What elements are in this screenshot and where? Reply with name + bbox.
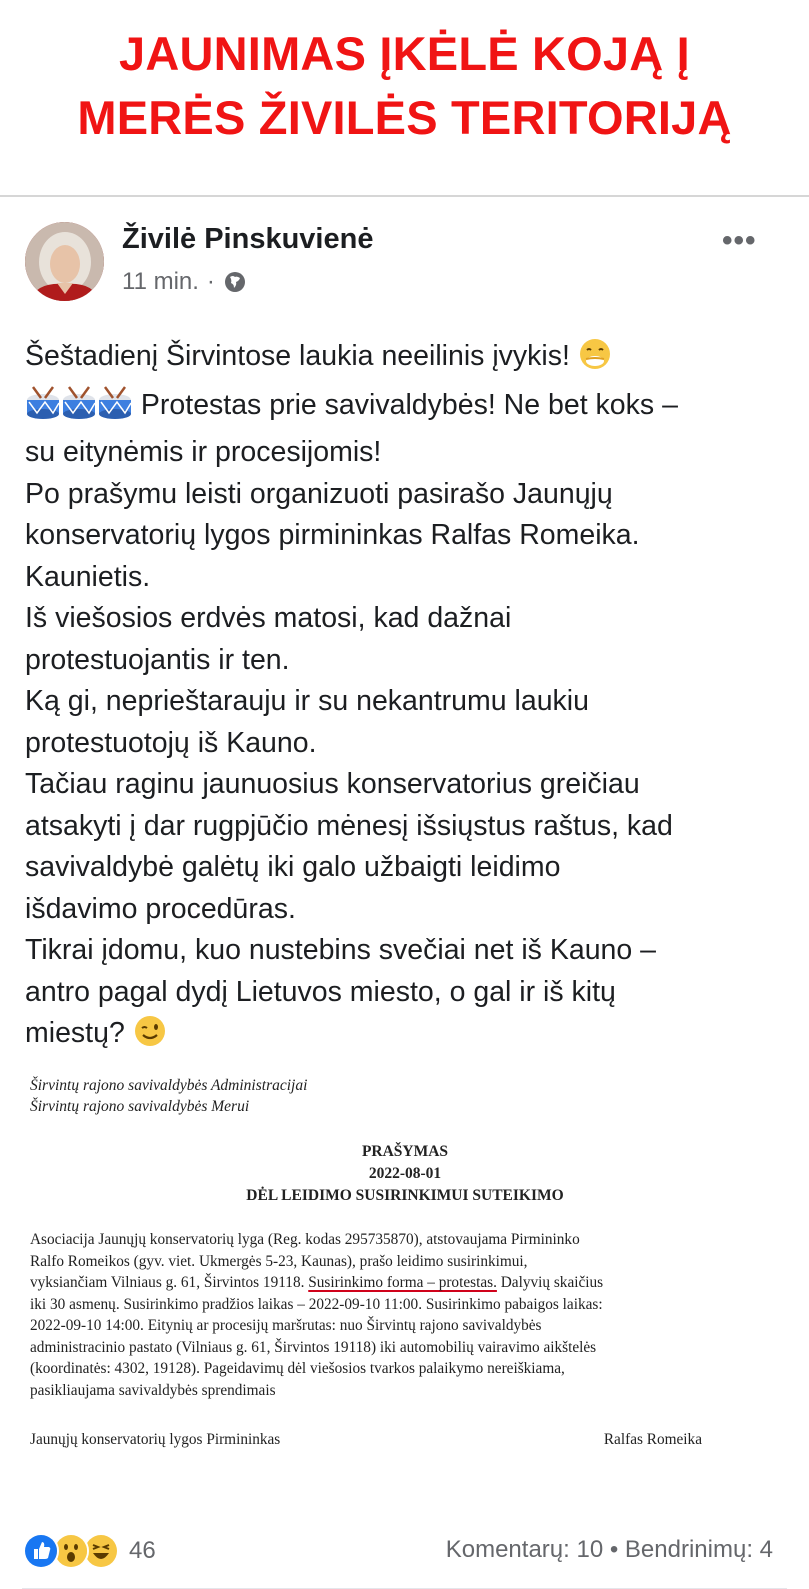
doc-line: administracinio pastato (Vilniaus g. 61, Širvintos 19118) iki automobilių vairavimo aikštelės xyxy=(30,1338,597,1356)
doc-line xyxy=(30,1272,780,1294)
post-text xyxy=(25,336,795,1061)
headline-line-1: JAUNIMAS ĮKĖLĖ KOJĄ Į xyxy=(119,27,690,80)
headline-line-2: MERĖS ŽIVILĖS TERITORIJĄ xyxy=(77,91,732,144)
drum-icon xyxy=(97,384,133,433)
headline xyxy=(0,22,809,150)
drum-icon xyxy=(25,384,61,433)
request-document-image[interactable] xyxy=(30,1075,780,1449)
doc-subject: DĖL LEIDIMO SUSIRINKIMUI SUTEIKIMO xyxy=(246,1187,564,1204)
post-line: Iš viešosios erdvės matosi, kad dažnai xyxy=(25,602,512,634)
doc-line: Ralfo Romeikos (gyv. viet. Ukmergės 5-23, Kaunas), prašo leidimo susirinkimui, xyxy=(30,1252,528,1270)
divider xyxy=(0,195,809,197)
doc-line: pasikliaujama savivaldybės sprendimais xyxy=(30,1381,276,1399)
doc-highlight: Susirinkimo forma – protestas. xyxy=(308,1274,497,1291)
globe-icon xyxy=(223,270,247,294)
wink-emoji-icon xyxy=(133,1014,167,1061)
post-line: Ką gi, neprieštarauju ir su nekantrumu laukiu xyxy=(25,685,589,717)
like-reaction-icon xyxy=(23,1533,59,1569)
stats-bullet: • xyxy=(609,1536,619,1563)
post-line: Kaunietis. xyxy=(25,560,151,593)
post-line: su eitynėmis ir procesijomis! xyxy=(25,436,382,468)
doc-line-part: Dalyvių skaičius xyxy=(500,1274,604,1291)
post-line: išdavimo procedūras. xyxy=(25,892,296,925)
post-line: Po prašymu leisti organizuoti pasirašo Jaunųjų xyxy=(25,477,613,510)
doc-line: iki 30 asmenų. Susirinkimo pradžios laikas – 2022-09-10 11:00. Susirinkimo pabaigos laikas: xyxy=(30,1295,603,1313)
post-line: atsakyti į dar rugpjūčio mėnesį išsiųstus raštus, kad xyxy=(25,809,673,842)
doc-line: (koordinatės: 4302, 19128). Pageidavimų dėl viešosios tvarkos palaikymo nereiškiama, xyxy=(30,1360,565,1377)
doc-addressee-2: Širvintų rajono savivaldybės Merui xyxy=(30,1098,250,1115)
post-line: antro pagal dydį Lietuvos miesto, o gal ir iš kitų xyxy=(25,975,616,1008)
post-line: Tačiau raginu jaunuosius konservatorius greičiau xyxy=(25,768,640,800)
post-line: Tikrai įdomu, kuo nustebins svečiai net iš Kauno – xyxy=(25,934,657,966)
engagement-stats xyxy=(446,1536,773,1564)
post-meta xyxy=(122,268,247,296)
meta-separator: · xyxy=(206,268,215,295)
doc-body xyxy=(30,1229,780,1401)
shares-count-link[interactable]: Bendrinimų: 4 xyxy=(624,1536,773,1563)
post-time[interactable]: 11 min. xyxy=(122,268,199,295)
doc-signer-title: Jaunųjų konservatorių lygos Pirmininkas xyxy=(30,1431,281,1448)
post-line: miestų? xyxy=(25,1017,125,1049)
drum-icon xyxy=(61,384,97,433)
doc-signer-name: Ralfas Romeika xyxy=(603,1431,702,1448)
post-line: Protestas prie savivaldybės! Ne bet koks – xyxy=(140,388,678,421)
doc-date: 2022-08-01 xyxy=(368,1165,442,1182)
doc-line-part: vyksiančiam Vilniaus g. 61, Širvintos 19118. xyxy=(30,1274,305,1291)
post-line: Šeštadienį Širvintose laukia neeilinis įvykis! xyxy=(25,340,570,372)
comments-count-link[interactable]: Komentarų: 10 xyxy=(445,1536,604,1563)
doc-addressee-1: Širvintų rajono savivaldybės Administracijai xyxy=(30,1077,308,1094)
doc-line: 2022-09-10 14:00. Eitynių ar procesijų maršrutas: nuo Širvintų rajono savivaldybės xyxy=(30,1317,542,1334)
doc-title: PRAŠYMAS xyxy=(361,1143,449,1160)
doc-line: Asociacija Jaunųjų konservatorių lyga (Reg. kodas 295735870), atstovaujama Pirmininko xyxy=(30,1231,580,1248)
giggle-emoji-icon xyxy=(578,337,612,384)
doc-signature xyxy=(30,1431,780,1449)
post-line: protestuojantis ir ten. xyxy=(25,643,290,676)
post-author[interactable]: Živilė Pinskuvienė xyxy=(122,223,374,255)
post-line: protestuotojų iš Kauno. xyxy=(25,726,317,759)
reaction-count: 46 xyxy=(129,1537,156,1564)
more-options-button[interactable]: ••• xyxy=(722,224,757,257)
post-line: savivaldybė galėtų iki galo užbaigti leidimo xyxy=(25,851,561,883)
post-line: konservatorių lygos pirmininkas Ralfas Romeika. xyxy=(25,519,640,551)
reactions-summary[interactable] xyxy=(23,1533,156,1569)
avatar[interactable] xyxy=(25,222,104,301)
